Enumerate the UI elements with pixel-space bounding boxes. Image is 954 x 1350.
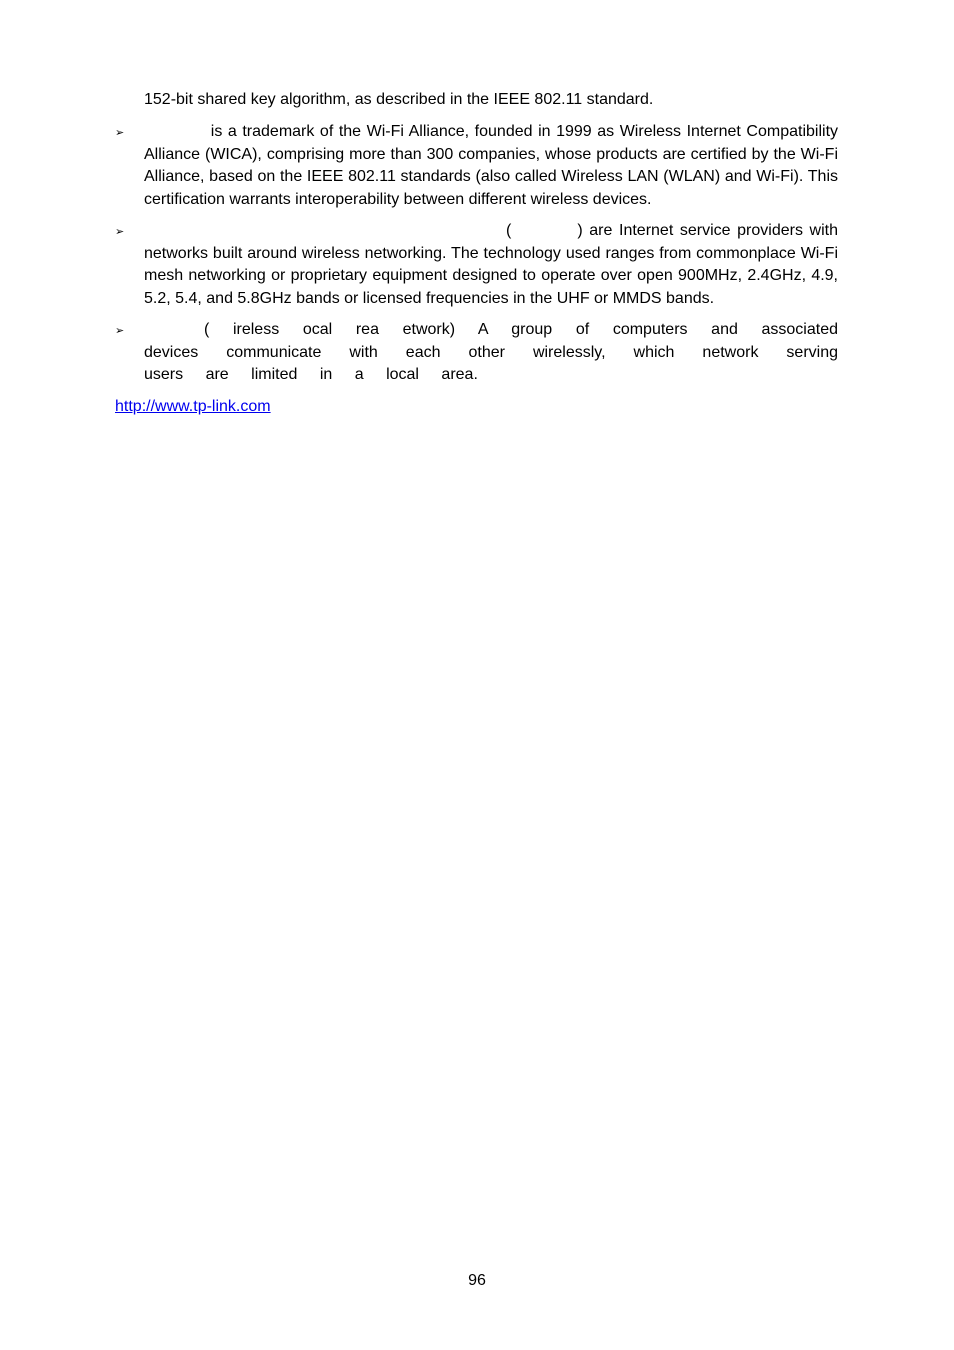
arrow-bullet-icon: ➢ (115, 127, 125, 139)
arrow-bullet-icon: ➢ (115, 325, 125, 337)
continuation-text: 152-bit shared key algorithm, as described in the IEEE 802.11 standard. (144, 91, 654, 108)
wlan-paragraph: ( ireless ocal rea etwork) A group of computers and associated devices communicate with each other wirelessly, which network serving users are limited in a local area. (144, 321, 838, 383)
wifi-paragraph: is a trademark of the Wi-Fi Alliance, founded in 1999 as Wireless Internet Compatibility Alliance (WICA), comprising more than 300 companies, whose products are certified by the Wi-Fi Alliance, based on the IEEE 802.11 standards (also called Wireless LAN (WLAN) and Wi-Fi). This certification warrants interoperability between different wireless devices. (144, 123, 843, 208)
page-number: 96 (468, 1272, 486, 1289)
tp-link-url[interactable]: http://www.tp-link.com (115, 398, 271, 415)
arrow-bullet-icon: ➢ (115, 226, 125, 238)
wisp-paragraph: ( ) are Internet service providers with networks built around wireless networking. The technology used ranges from commonplace Wi-Fi mesh networking or proprietary equipment designed to operate over open 900MHz, 2.4GHz, 4.9, 5.2, 5.4, and 5.8GHz bands or licensed frequencies in the UHF or MMDS bands. (144, 222, 843, 307)
